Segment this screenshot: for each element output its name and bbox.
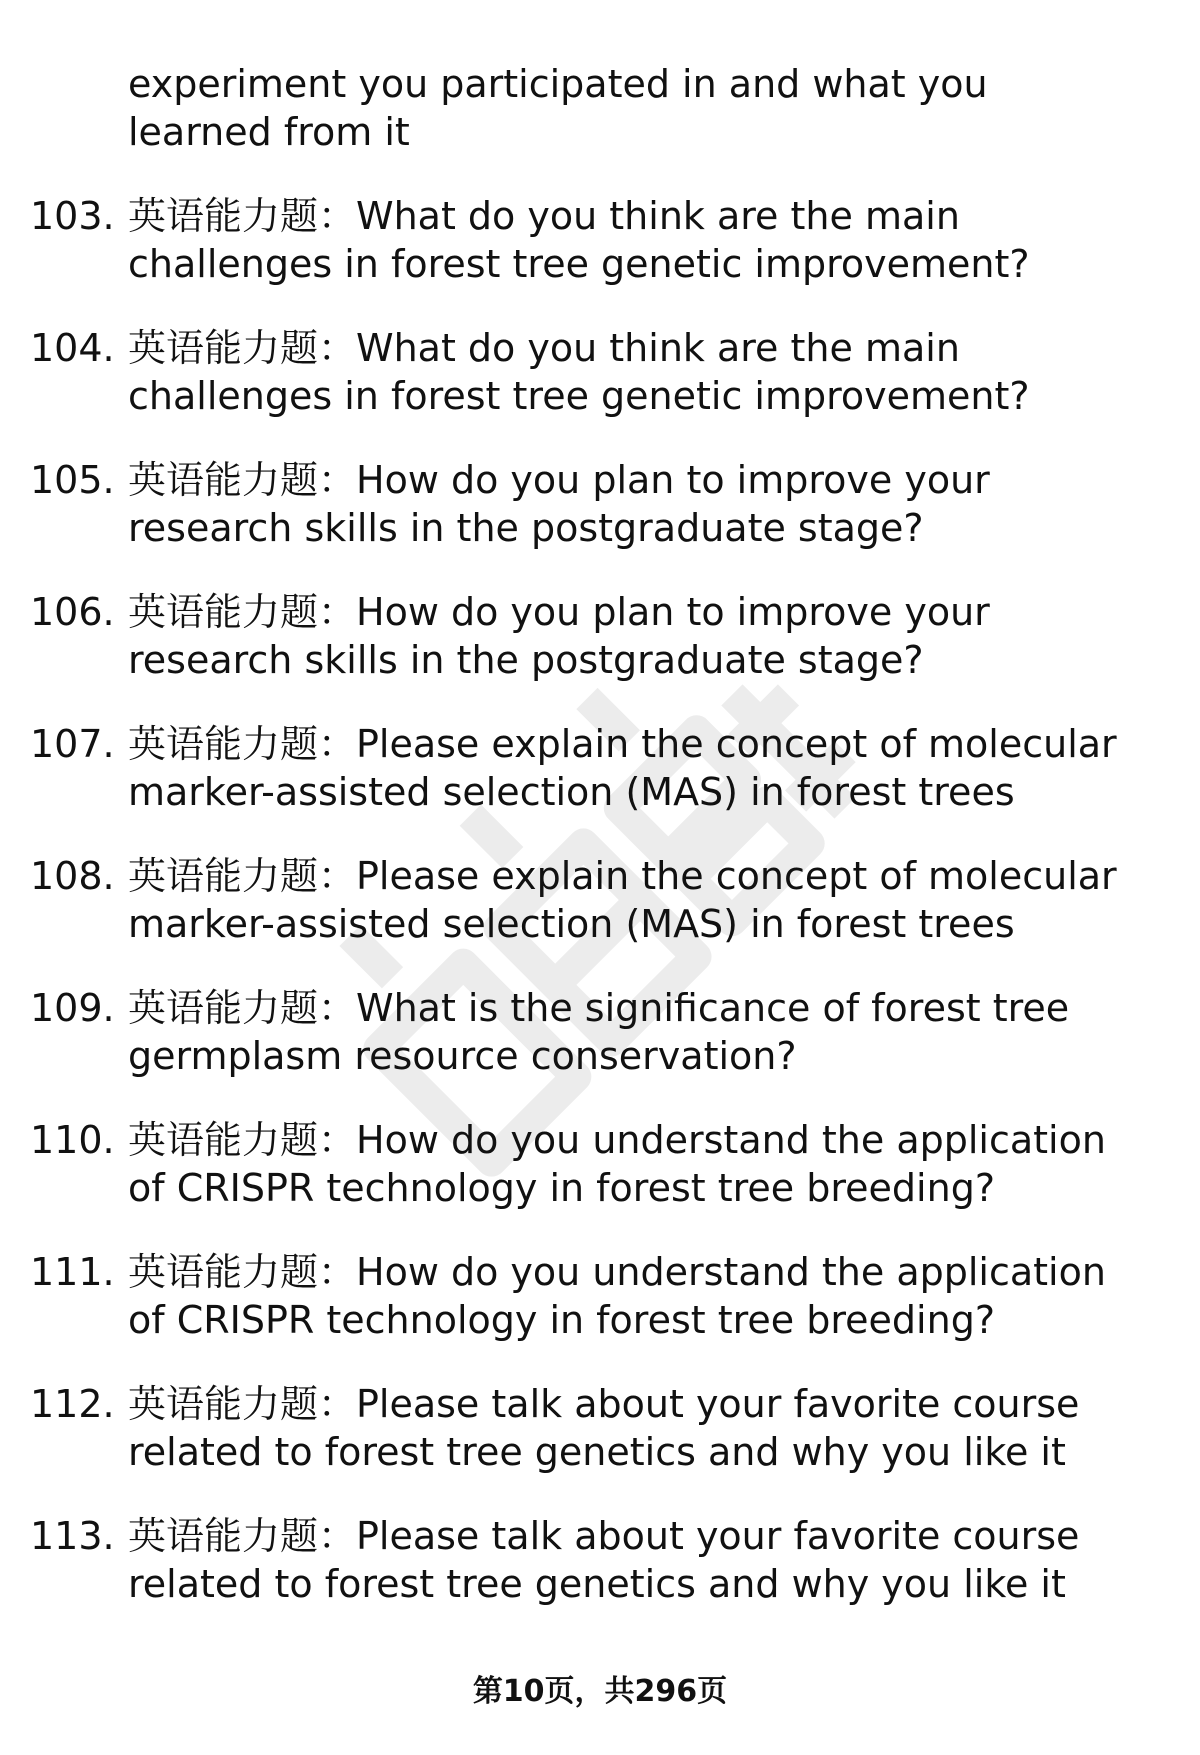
- question-number: 108.: [30, 854, 115, 898]
- question-text: 英语能力题：How do you plan to improve your research skills in the postgraduate stage?: [128, 590, 990, 682]
- question-number: 111.: [30, 1250, 115, 1294]
- list-item: [0, 852, 1200, 984]
- question-text: 英语能力题：What do you think are the main challenges in forest tree genetic improvement?: [128, 194, 1030, 286]
- question-text: 英语能力题：What is the significance of forest tree germplasm resource conservation?: [128, 986, 1070, 1078]
- question-number: 109.: [30, 986, 115, 1030]
- list-item: [0, 984, 1200, 1116]
- question-number: 110.: [30, 1118, 115, 1162]
- list-item: [0, 324, 1200, 456]
- list-item: [0, 588, 1200, 720]
- question-continuation-text: experiment you participated in and what you learned from it: [128, 62, 988, 154]
- question-number: 107.: [30, 722, 115, 766]
- question-number: 113.: [30, 1514, 115, 1558]
- question-number: 103.: [30, 194, 115, 238]
- question-text: 英语能力题：How do you understand the application of CRISPR technology in forest tree breeding?: [128, 1118, 1106, 1210]
- question-text: 英语能力题：How do you understand the application of CRISPR technology in forest tree breeding?: [128, 1250, 1106, 1342]
- list-item: [0, 720, 1200, 852]
- question-number: 112.: [30, 1382, 115, 1426]
- question-list: [0, 192, 1200, 1644]
- question-number: 105.: [30, 458, 115, 502]
- list-item: [0, 192, 1200, 324]
- question-number: 104.: [30, 326, 115, 370]
- list-item: [0, 1380, 1200, 1512]
- question-text: 英语能力题：Please explain the concept of molecular marker-assisted selection (MAS) in forest trees: [128, 854, 1117, 946]
- list-item: [0, 456, 1200, 588]
- question-text: 英语能力题：What do you think are the main challenges in forest tree genetic improvement?: [128, 326, 1030, 418]
- question-text: 英语能力题：Please explain the concept of molecular marker-assisted selection (MAS) in forest trees: [128, 722, 1117, 814]
- question-text: 英语能力题：Please talk about your favorite course related to forest tree genetics and why you like it: [128, 1514, 1080, 1606]
- question-text: 英语能力题：Please talk about your favorite course related to forest tree genetics and why you like it: [128, 1382, 1080, 1474]
- page-footer: 第10页，共296页: [472, 1674, 728, 1709]
- list-item: [0, 1512, 1200, 1644]
- question-text: 英语能力题：How do you plan to improve your research skills in the postgraduate stage?: [128, 458, 990, 550]
- list-item: [0, 1116, 1200, 1248]
- question-number: 106.: [30, 590, 115, 634]
- list-item: [0, 1248, 1200, 1380]
